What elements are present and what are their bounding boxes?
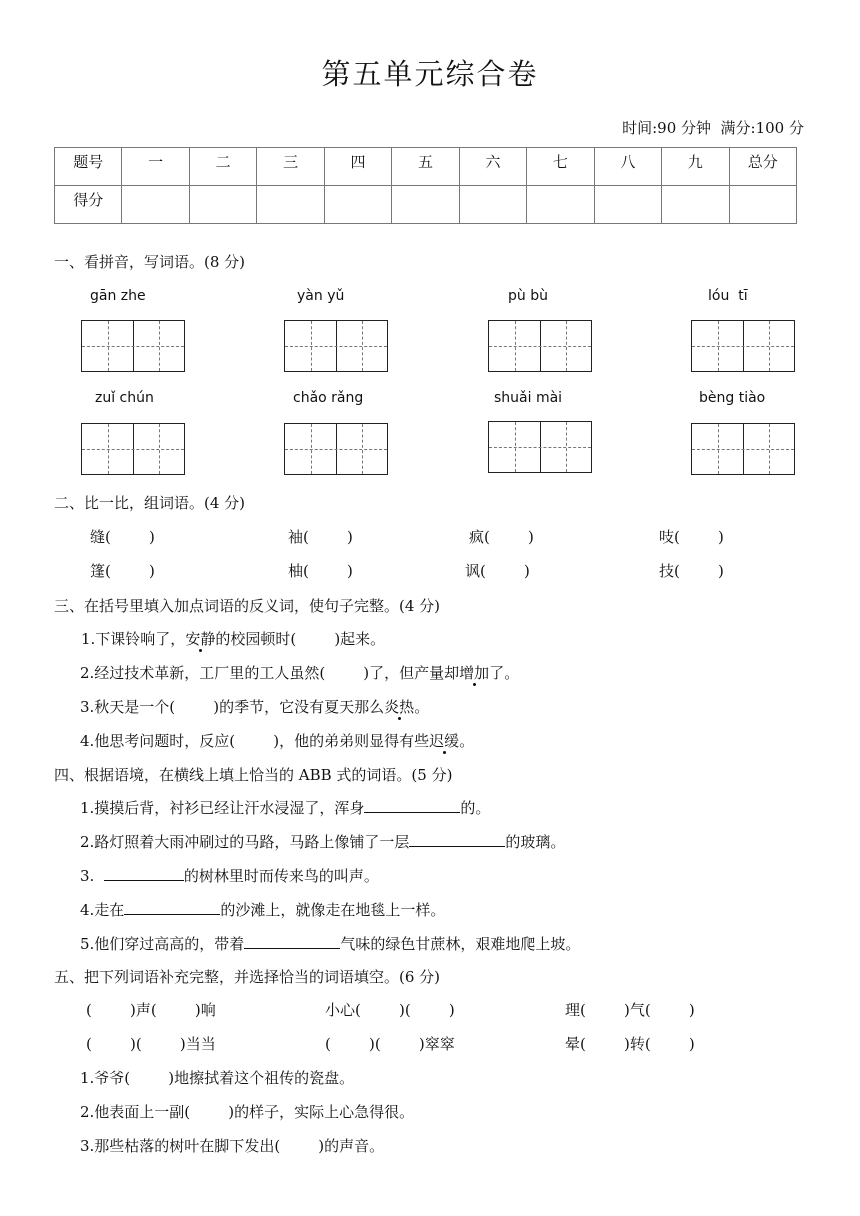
word-item: ( )( )当当 bbox=[86, 1035, 216, 1053]
score-cell: 八 bbox=[594, 148, 661, 186]
score-table bbox=[54, 147, 797, 224]
score-input[interactable] bbox=[257, 186, 324, 224]
compare-item: 讽( ) bbox=[465, 562, 530, 580]
score-cell: 五 bbox=[392, 148, 459, 186]
score-header-row bbox=[55, 148, 797, 186]
pinyin-label: shuǎi mài bbox=[494, 390, 563, 406]
section-3-heading: 三、在括号里填入加点词语的反义词，使句子完整。(4 分) bbox=[54, 597, 441, 615]
word-item: 小心( )( ) bbox=[325, 1001, 455, 1019]
question-4-3: 3. 的树林里时而传来鸟的叫声。 bbox=[80, 867, 379, 885]
pinyin-label: lóu tī bbox=[708, 288, 748, 304]
score-cell: 一 bbox=[122, 148, 189, 186]
score-input[interactable] bbox=[392, 186, 459, 224]
writing-grid[interactable] bbox=[81, 320, 185, 372]
answer-blank[interactable] bbox=[124, 900, 220, 915]
pinyin-label: chǎo rǎng bbox=[293, 390, 364, 406]
score-cell: 九 bbox=[662, 148, 729, 186]
writing-grid[interactable] bbox=[488, 320, 592, 372]
word-item: ( )( )窣窣 bbox=[325, 1035, 455, 1053]
question-4-2: 2.路灯照着大雨冲刷过的马路，马路上像铺了一层 的玻璃。 bbox=[80, 833, 566, 851]
question-4-5: 5.他们穿过高高的，带着 气味的绿色甘蔗林，艰难地爬上坡。 bbox=[80, 935, 581, 953]
section-1-heading: 一、看拼音，写词语。(8 分) bbox=[54, 253, 246, 271]
score-input[interactable] bbox=[122, 186, 189, 224]
score-value-row bbox=[55, 186, 797, 224]
word-item: 理( )气( ) bbox=[565, 1001, 695, 1019]
answer-blank[interactable] bbox=[364, 798, 460, 813]
writing-grid[interactable] bbox=[691, 423, 795, 475]
answer-blank[interactable] bbox=[244, 934, 340, 949]
question-5-1: 1.爷爷( )地擦拭着这个祖传的瓷盘。 bbox=[80, 1069, 355, 1087]
question-4-1: 1.摸摸后背，衬衫已经让汗水浸湿了，浑身 的。 bbox=[80, 799, 491, 817]
question-3-2: 2.经过技术革新，工厂里的工人虽然( )了，但产量却增加了。 bbox=[80, 664, 520, 682]
writing-grid[interactable] bbox=[691, 320, 795, 372]
score-label: 得分 bbox=[55, 186, 122, 224]
score-cell: 总分 bbox=[729, 148, 796, 186]
score-cell: 二 bbox=[189, 148, 256, 186]
pinyin-label: yàn yǔ bbox=[297, 288, 345, 304]
compare-item: 疯( ) bbox=[469, 528, 534, 546]
question-5-3: 3.那些枯落的树叶在脚下发出( )的声音。 bbox=[80, 1137, 385, 1155]
pinyin-label: pù bù bbox=[508, 288, 548, 304]
writing-grid[interactable] bbox=[284, 423, 388, 475]
exam-meta: 时间:90 分钟 满分:100 分 bbox=[622, 119, 804, 137]
section-5-heading: 五、把下列词语补充完整，并选择恰当的词语填空。(6 分) bbox=[54, 968, 441, 986]
score-input[interactable] bbox=[459, 186, 526, 224]
question-3-4: 4.他思考问题时，反应( )，他的弟弟则显得有些迟缓。 bbox=[80, 732, 475, 750]
writing-grid[interactable] bbox=[81, 423, 185, 475]
compare-item: 吱( ) bbox=[659, 528, 724, 546]
question-5-2: 2.他表面上一副( )的样子，实际上心急得很。 bbox=[80, 1103, 415, 1121]
word-item: 晕( )转( ) bbox=[565, 1035, 695, 1053]
writing-grid[interactable] bbox=[488, 421, 592, 473]
score-cell: 七 bbox=[527, 148, 594, 186]
score-cell: 三 bbox=[257, 148, 324, 186]
section-4-heading: 四、根据语境，在横线上填上恰当的 ABB 式的词语。(5 分) bbox=[54, 766, 453, 784]
pinyin-label: zuǐ chún bbox=[95, 390, 154, 406]
section-2-heading: 二、比一比，组词语。(4 分) bbox=[54, 494, 246, 512]
page-title: 第五单元综合卷 bbox=[321, 57, 539, 91]
compare-item: 缝( ) bbox=[90, 528, 155, 546]
question-3-1: 1.下课铃响了，安静的校园顿时( )起来。 bbox=[81, 630, 386, 648]
score-input[interactable] bbox=[594, 186, 661, 224]
score-input[interactable] bbox=[662, 186, 729, 224]
pinyin-label: bèng tiào bbox=[699, 390, 766, 406]
score-cell: 题号 bbox=[55, 148, 122, 186]
word-item: ( )声( )响 bbox=[86, 1001, 216, 1019]
question-4-4: 4.走在 的沙滩上，就像走在地毯上一样。 bbox=[80, 901, 446, 919]
answer-blank[interactable] bbox=[409, 832, 505, 847]
compare-item: 柚( ) bbox=[288, 562, 353, 580]
score-input[interactable] bbox=[324, 186, 391, 224]
score-input[interactable] bbox=[729, 186, 796, 224]
answer-blank[interactable] bbox=[104, 866, 184, 881]
pinyin-label: gān zhe bbox=[90, 288, 146, 304]
writing-grid[interactable] bbox=[284, 320, 388, 372]
compare-item: 袖( ) bbox=[288, 528, 353, 546]
score-input[interactable] bbox=[527, 186, 594, 224]
score-cell: 四 bbox=[324, 148, 391, 186]
score-cell: 六 bbox=[459, 148, 526, 186]
compare-item: 篷( ) bbox=[90, 562, 155, 580]
question-3-3: 3.秋天是一个( )的季节，它没有夏天那么炎热。 bbox=[80, 698, 430, 716]
score-input[interactable] bbox=[189, 186, 256, 224]
compare-item: 技( ) bbox=[659, 562, 724, 580]
